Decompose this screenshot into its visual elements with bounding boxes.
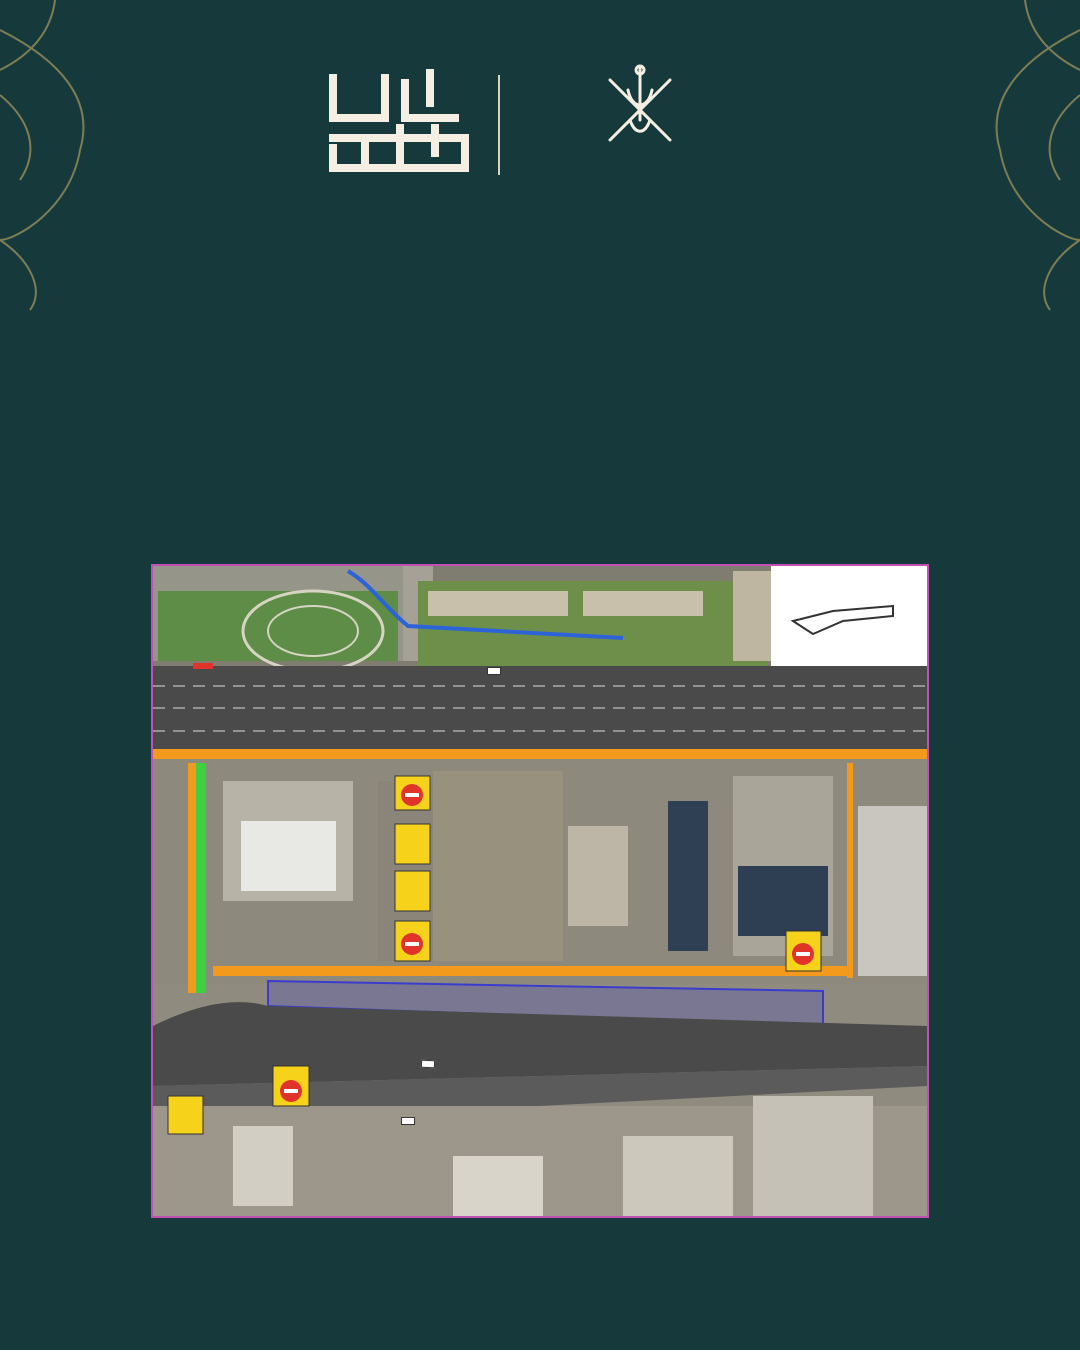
road-closed-sign	[786, 931, 821, 971]
road-closed-sign	[273, 1066, 309, 1106]
bottom-pattern	[0, 1245, 1080, 1350]
municipality-logo	[325, 68, 470, 178]
label-dohat-al-adab-street	[401, 1117, 415, 1125]
logo-divider	[498, 75, 500, 175]
page-title	[60, 228, 1005, 284]
road-closed-sign	[395, 776, 430, 810]
closure-map	[151, 564, 929, 1218]
warning-sign	[395, 871, 430, 911]
label-sultan-qaboos-street	[487, 667, 501, 675]
road-closed-sign	[395, 921, 430, 961]
label-working-area	[421, 1060, 435, 1068]
governorate-logo	[515, 60, 765, 190]
map-graphic	[153, 566, 927, 1216]
governorate-logo-calligraphy	[515, 130, 765, 190]
warning-sign	[168, 1096, 203, 1134]
header-logos	[0, 60, 1080, 200]
warning-sign	[395, 824, 430, 864]
